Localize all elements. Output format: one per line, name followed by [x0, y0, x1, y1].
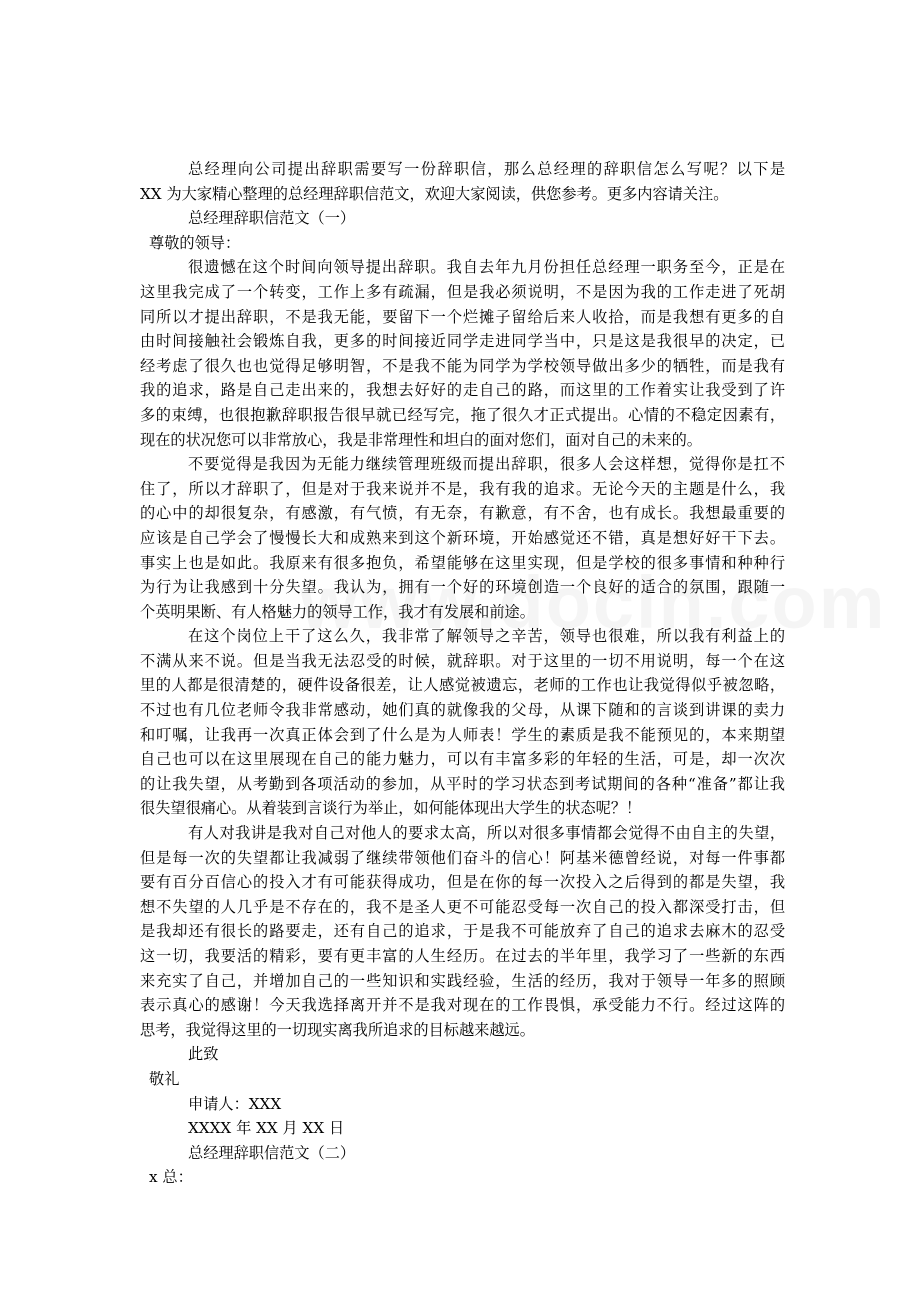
paragraph-line: 这一切，我要活的精彩，要有更丰富的人生经历。在过去的半年里，我学习了一些新的东西: [140, 947, 785, 965]
letter1-salutation: 尊敬的领导：: [149, 233, 241, 252]
paragraph-line: 思考，我觉得这里的一切现实离我所追求的目标越来越远。: [140, 1020, 535, 1039]
paragraph-line: 表示真心的感谢！今天我选择离开并不是我对现在的工作畏惧，承受能力不行。经过这阵的: [140, 996, 785, 1015]
paragraph-line: 我的追求，路是自己走出来的，我想去好好的走自己的路，而这里的工作着实让我受到了许: [140, 381, 785, 400]
paragraph-line: 来充实了自己，并增加自己的一些知识和实践经验，生活的经历，我对于领导一年多的照顾: [140, 971, 785, 990]
paragraph-line: 里的人都是很清楚的，硬件设备很差，让人感觉被遗忘，老师的工作也让我觉得似乎被忽略，: [140, 676, 785, 695]
paragraph-line: 很失望很痛心。从着装到言谈行为举止，如何能体现出大学生的状态呢？！: [140, 799, 642, 818]
letter1-paragraph-2: [140, 452, 785, 624]
paragraph-line: 是我却还有很长的路要走，还有自己的追求，于是我不可能放弃了自己的追求去麻木的忍受: [140, 922, 785, 941]
paragraph-line: 要有百分百信心的投入才有可能获得成功，但是在你的每一次投入之后得到的都是失望，我: [140, 873, 785, 892]
paragraph-line: 住了，所以才辞职了，但是对于我来说并不是，我有我的追求。无论今天的主题是什么，我: [140, 479, 785, 498]
letter1-paragraph-3: [140, 624, 785, 821]
paragraph-line: 和叮嘱，让我再一次真正体会到了什么是为人师表！学生的素质是我不能预见的，本来期望: [140, 725, 785, 744]
paragraph-line: 事实上也是如此。我原来有很多抱负，希望能够在这里实现，但是学校的很多事情和种种行: [140, 553, 785, 572]
paragraph-line: 应该是自己学会了慢慢长大和成熟来到这个新环境，开始感觉还不错，真是想好好干下去。: [140, 528, 785, 547]
paragraph-line: 个英明果断、有人格魅力的领导工作，我才有发展和前途。: [140, 602, 535, 621]
paragraph-line: 自己也可以在这里展现在自己的能力魅力，可以有丰富多彩的年轻的生活，可是，却一次次: [140, 750, 785, 769]
letter2-title: 总经理辞职信范文（二）: [188, 1143, 356, 1162]
paragraph-line: 不过也有几位老师令我非常感动，她们真的就像我的父母，从课下随和的言谈到讲课的卖力: [140, 701, 785, 720]
letter2-salutation: x 总：: [149, 1168, 193, 1187]
paragraph-line: 经考虑了很久也也觉得足够明智，不是我不能为同学为学校领导做出多少的牺牲，而是我有: [140, 356, 785, 375]
letter1-title: 总经理辞职信范文（一）: [188, 209, 356, 228]
paragraph-line: 由时间接触社会锻炼自我，更多的时间接近同学走进同学当中，只是这是我很早的决定，已: [140, 332, 785, 351]
letter1-paragraph-1: [140, 255, 785, 452]
intro-line: 总经理向公司提出辞职需要写一份辞职信，那么总经理的辞职信怎么写呢？以下是: [188, 160, 785, 178]
closing-line: 此致: [188, 1045, 219, 1064]
document-page: [140, 157, 785, 1190]
applicant-line: 申请人：XXX: [188, 1094, 282, 1113]
intro-line: XX 为大家精心整理的总经理辞职信范文，欢迎大家阅读，供您参考。更多内容请关注。: [140, 184, 729, 203]
paragraph-line: 在这个岗位上干了这么久，我非常了解领导之辛苦，领导也很难，所以我有利益上的: [188, 627, 785, 646]
paragraph-line: 的心中的却很复杂，有感激，有气愤，有无奈，有歉意，有不舍，也有成长。我想最重要的: [140, 504, 785, 523]
paragraph-line: 多的束缚，也很抱歉辞职报告很早就已经写完，拖了很久才正式提出。心情的不稳定因素有，: [140, 405, 785, 424]
paragraph-line: 为行为让我感到十分失望。我认为，拥有一个好的环境创造一个良好的适合的氛围，跟随一: [140, 578, 785, 597]
paragraph-line: 这里我完成了一个转变，工作上多有疏漏，但是我必须说明，不是因为我的工作走进了死胡: [140, 282, 785, 301]
paragraph-line: 的让我失望，从考勤到各项活动的参加，从平时的学习状态到考试期间的各种“准备”都让我: [140, 774, 785, 793]
paragraph-line: 不满从来不说。但是当我无法忍受的时候，就辞职。对于这里的一切不用说明，每一个在这: [140, 651, 785, 670]
paragraph-line: 想不失望的人几乎是不存在的，我不是圣人更不可能忍受每一次自己的投入都深受打击，但: [140, 897, 785, 916]
paragraph-line: 有人对我讲是我对自己对他人的要求太高，所以对很多事情都会觉得不由自主的失望，: [188, 824, 785, 843]
paragraph-line: 不要觉得是我因为无能力继续管理班级而提出辞职，很多人会这样想，觉得你是扛不: [188, 455, 785, 474]
paragraph-line: 但是每一次的失望都让我减弱了继续带领他们奋斗的信心！阿基米德曾经说，对每一件事都: [140, 848, 785, 867]
paragraph-line: 同所以才提出辞职，不是我无能，要留下一个烂摊子留给后来人收拾，而是我想有更多的自: [140, 307, 785, 326]
paragraph-line: 很遗憾在这个时间向领导提出辞职。我自去年九月份担任总经理一职务至今，正是在: [188, 258, 785, 277]
letter1-paragraph-4: [140, 821, 785, 1042]
closing-line: 敬礼: [149, 1069, 180, 1088]
paragraph-line: 现在的状况您可以非常放心，我是非常理性和坦白的面对您们，面对自己的未来的。: [140, 430, 702, 449]
date-line: XXXX 年 XX 月 XX 日: [188, 1119, 345, 1138]
